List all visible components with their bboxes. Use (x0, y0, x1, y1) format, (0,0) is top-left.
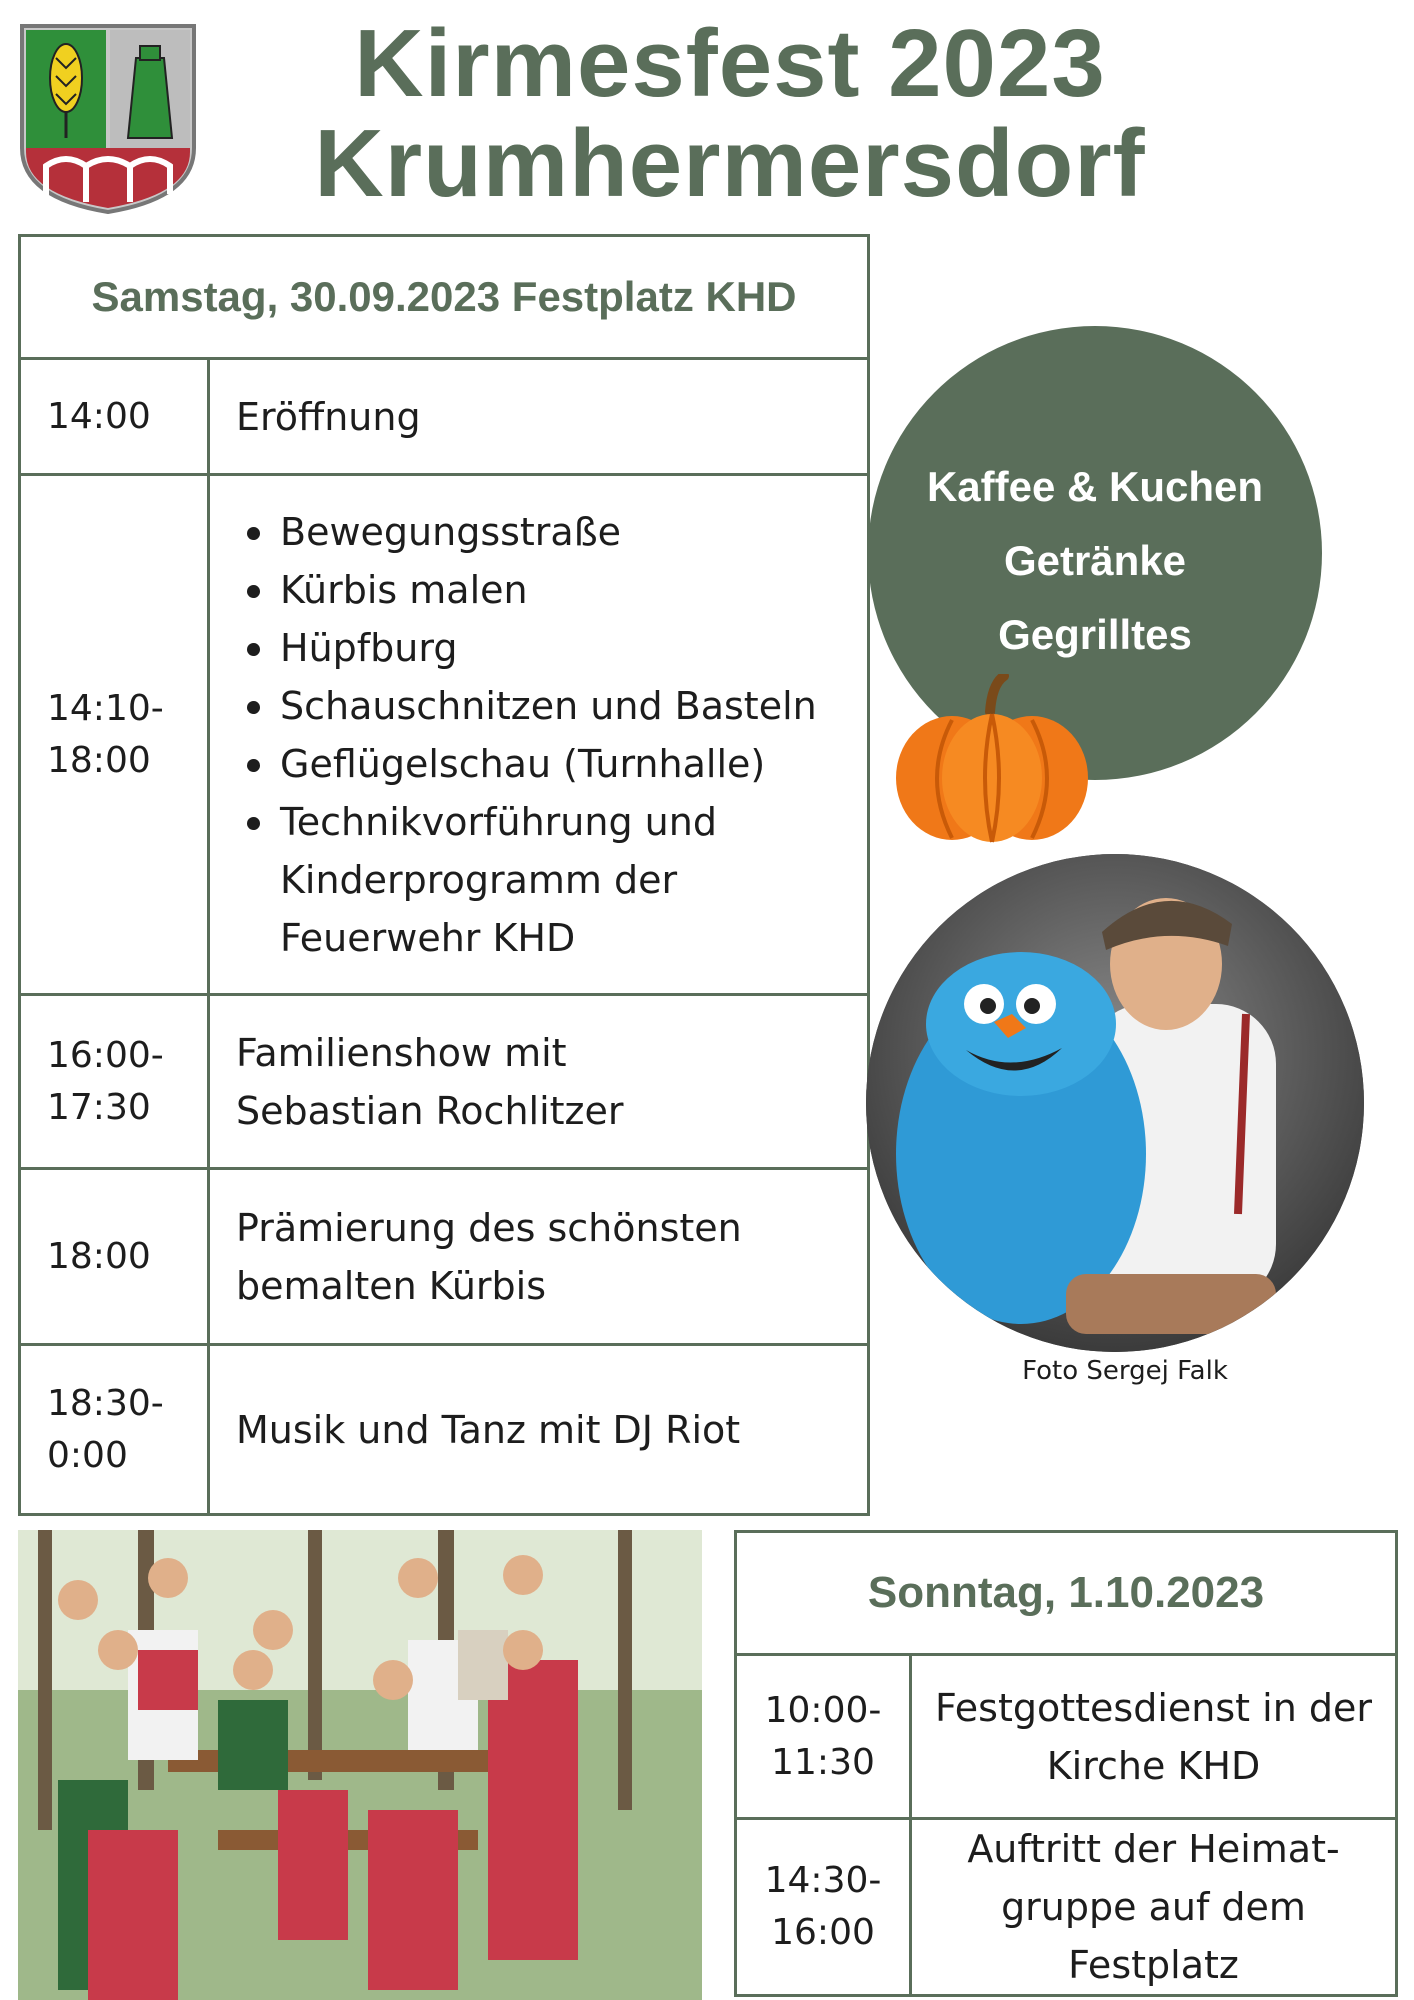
activity-cell: Eröffnung (209, 359, 869, 475)
list-item: Kürbis malen (280, 561, 867, 619)
pumpkin-icon (892, 674, 1092, 844)
municipal-crest (16, 18, 200, 214)
time-cell: 18:00 (20, 1169, 209, 1345)
saturday-schedule (18, 234, 870, 1516)
time-cell: 14:10- 18:00 (20, 475, 209, 995)
time-cell: 16:00- 17:30 (20, 995, 209, 1169)
activity-list (210, 503, 867, 967)
saturday-heading: Samstag, 30.09.2023 Festplatz KHD (20, 236, 869, 359)
activity-cell: Prämierung des schönsten bemalten Kürbis (209, 1169, 869, 1345)
time-cell: 18:30- 0:00 (20, 1345, 209, 1515)
time-cell: 14:00 (20, 359, 209, 475)
activity-list-cell (209, 475, 869, 995)
activity-cell: Auftritt der Heimat- gruppe auf dem Festplatz (911, 1819, 1397, 1996)
activity-cell: Familienshow mit Sebastian Rochlitzer (209, 995, 869, 1169)
list-item: Schauschnitzen und Basteln (280, 677, 867, 735)
offer-line: Kaffee & Kuchen (926, 463, 1264, 510)
photo-credit: Foto Sergej Falk (1022, 1356, 1228, 1386)
title-line-2: Krumhermersdorf (314, 110, 1146, 217)
time-cell: 10:00- 11:30 (736, 1655, 911, 1819)
list-item: Technikvorführung und Kinderprogramm der Feuerwehr KHD (280, 793, 750, 967)
folk-group-photo (18, 1530, 702, 2000)
performer-photo (866, 854, 1364, 1352)
offer-line: Gegrilltes (998, 611, 1192, 658)
title-line-1: Kirmesfest 2023 (354, 10, 1106, 117)
list-item: Bewegungsstraße (280, 503, 867, 561)
list-item: Hüpfburg (280, 619, 867, 677)
activity-cell: Festgottesdienst in der Kirche KHD (911, 1655, 1397, 1819)
time-cell: 14:30- 16:00 (736, 1819, 911, 1996)
sunday-heading: Sonntag, 1.10.2023 (736, 1532, 1397, 1655)
list-item: Geflügelschau (Turnhalle) (280, 735, 867, 793)
activity-cell: Musik und Tanz mit DJ Riot (209, 1345, 869, 1515)
offer-line: Getränke (1003, 537, 1187, 584)
page-title (300, 10, 1160, 217)
sunday-schedule (734, 1530, 1398, 1997)
